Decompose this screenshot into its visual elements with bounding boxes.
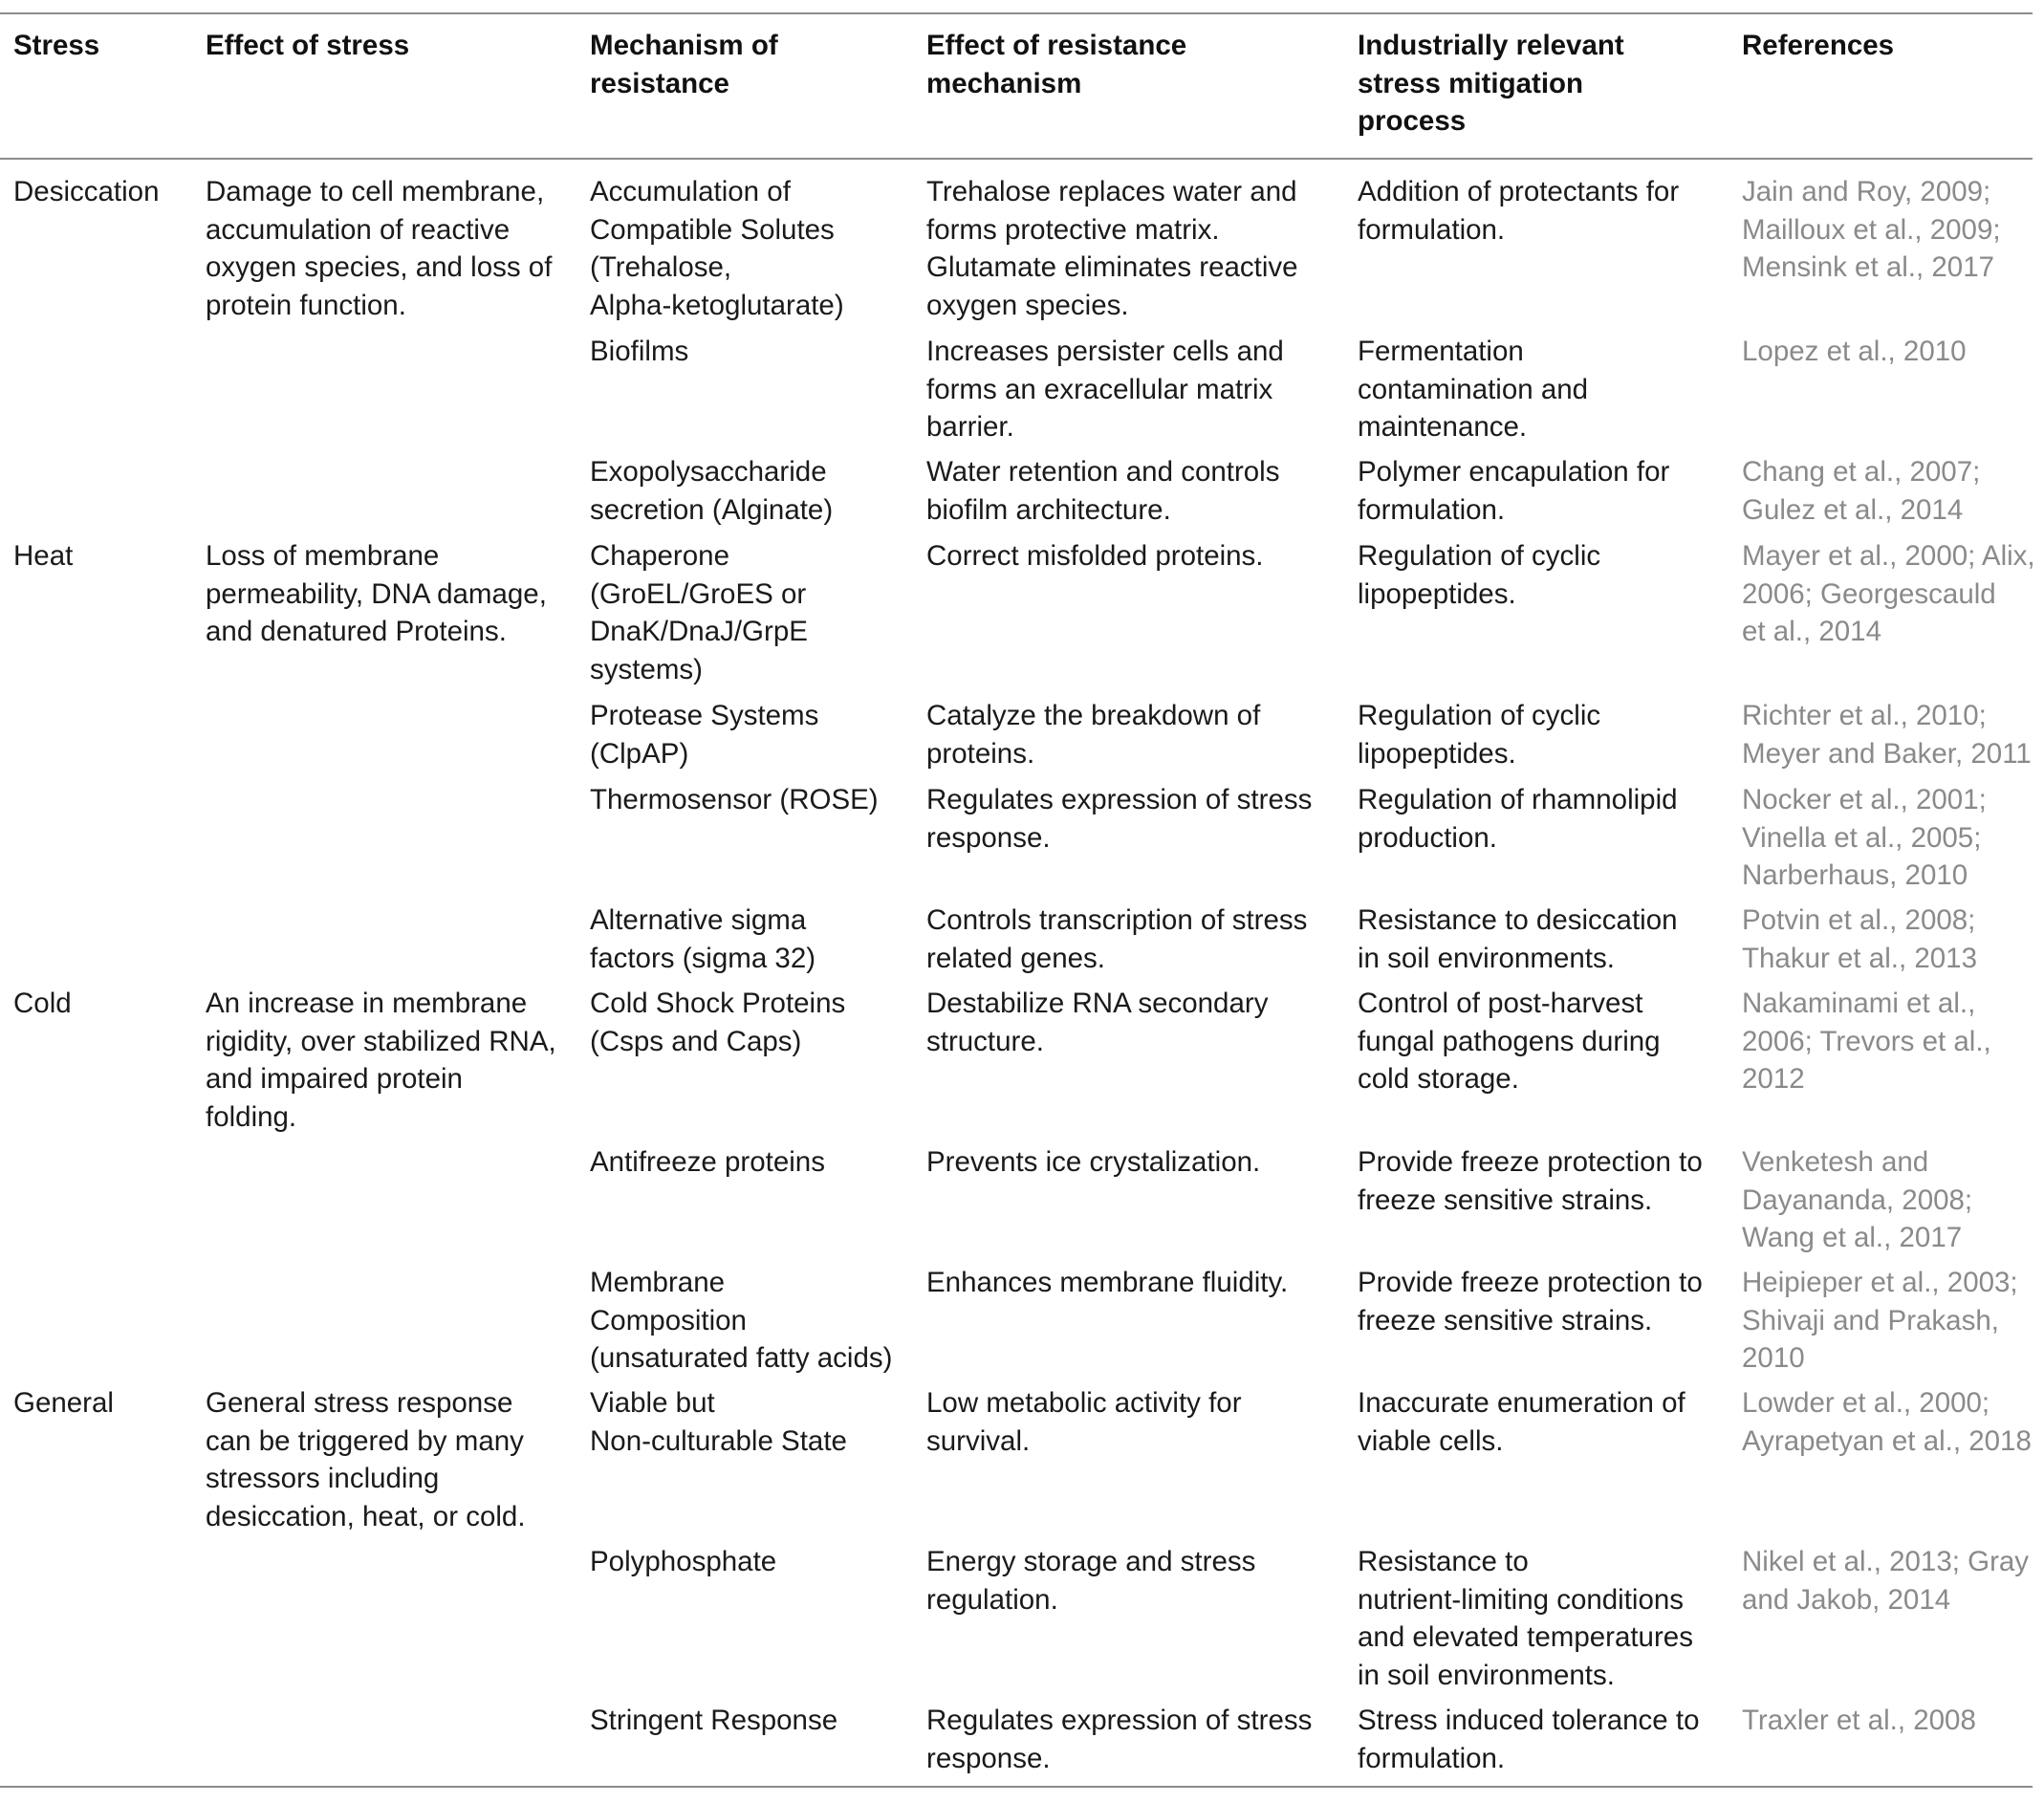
row-industrial-process: Provide freeze protection to freeze sensitive strains.: [1358, 1146, 1703, 1216]
row-mechanism: Protease Systems (ClpAP): [590, 700, 819, 770]
row-mechanism: Biofilms: [590, 336, 689, 367]
stress-cold: Cold: [13, 988, 72, 1019]
row-industrial-process: Provide freeze protection to freeze sensitive strains.: [1358, 1267, 1703, 1336]
row-industrial-process: Resistance to nutrient-limiting conditions and elevated temperatures in soil environments.: [1358, 1546, 1693, 1691]
row-references: Venketesh and Dayananda, 2008; Wang et al., 2017: [1742, 1146, 1973, 1254]
table-top-rule: [0, 12, 2033, 14]
row-industrial-process: Addition of protectants for formulation.: [1358, 176, 1680, 246]
row-mechanism-effect: Prevents ice crystalization.: [926, 1146, 1261, 1178]
header-effect-of-mechanism: Effect of resistance mechanism: [926, 30, 1187, 99]
row-references: Chang et al., 2007; Gulez et al., 2014: [1742, 456, 1981, 526]
row-mechanism-effect: Trehalose replaces water and forms protective matrix. Glutamate eliminates reactive oxygen species.: [926, 176, 1298, 321]
row-mechanism: Antifreeze proteins: [590, 1146, 825, 1178]
row-mechanism-effect: Enhances membrane fluidity.: [926, 1267, 1289, 1298]
row-mechanism: Membrane Composition (unsaturated fatty acids): [590, 1267, 893, 1375]
row-mechanism-effect: Increases persister cells and forms an exracellular matrix barrier.: [926, 336, 1284, 444]
row-mechanism-effect: Destabilize RNA secondary structure.: [926, 988, 1269, 1057]
header-industrial-process: Industrially relevant stress mitigation process: [1358, 30, 1624, 138]
row-industrial-process: Stress induced tolerance to formulation.: [1358, 1705, 1700, 1774]
row-references: Mayer et al., 2000; Alix, 2006; Georgescauld et al., 2014: [1742, 540, 2035, 648]
row-mechanism-effect: Low metabolic activity for survival.: [926, 1387, 1242, 1457]
header-references: References: [1742, 30, 1895, 61]
stress-desiccation: Desiccation: [13, 176, 160, 207]
row-mechanism-effect: Regulates expression of stress response.: [926, 1705, 1313, 1774]
row-mechanism-effect: Energy storage and stress regulation.: [926, 1546, 1256, 1616]
row-mechanism-effect: Catalyze the breakdown of proteins.: [926, 700, 1261, 770]
header-divider-rule: [0, 158, 2033, 160]
row-references: Nakaminami et al., 2006; Trevors et al., 2012: [1742, 988, 1991, 1096]
row-industrial-process: Resistance to desiccation in soil environments.: [1358, 904, 1678, 974]
row-industrial-process: Inaccurate enumeration of viable cells.: [1358, 1387, 1685, 1457]
row-industrial-process: Control of post-harvest fungal pathogens during cold storage.: [1358, 988, 1661, 1096]
row-references: Richter et al., 2010; Meyer and Baker, 2011: [1742, 700, 2032, 770]
row-mechanism: Exopolysaccharide secretion (Alginate): [590, 456, 834, 526]
row-references: Heipieper et al., 2003; Shivaji and Prakash, 2010: [1742, 1267, 2018, 1375]
table-bottom-rule: [0, 1786, 2033, 1788]
row-mechanism: Chaperone (GroEL/GroES or DnaK/DnaJ/GrpE systems): [590, 540, 808, 685]
effect-cold: An increase in membrane rigidity, over stabilized RNA, and impaired protein folding.: [206, 988, 556, 1133]
row-references: Lopez et al., 2010: [1742, 336, 1967, 367]
row-industrial-process: Regulation of cyclic lipopeptides.: [1358, 700, 1601, 770]
row-references: Traxler et al., 2008: [1742, 1705, 1976, 1736]
header-effect-of-stress: Effect of stress: [206, 30, 410, 61]
row-mechanism-effect: Water retention and controls biofilm architecture.: [926, 456, 1280, 526]
row-mechanism: Polyphosphate: [590, 1546, 777, 1577]
row-references: Nikel et al., 2013; Gray and Jakob, 2014: [1742, 1546, 2030, 1616]
row-references: Nocker et al., 2001; Vinella et al., 2005; Narberhaus, 2010: [1742, 784, 1987, 892]
row-references: Lowder et al., 2000; Ayrapetyan et al., 2018: [1742, 1387, 2032, 1457]
row-industrial-process: Polymer encapulation for formulation.: [1358, 456, 1670, 526]
row-mechanism: Stringent Response: [590, 1705, 838, 1736]
row-industrial-process: Regulation of cyclic lipopeptides.: [1358, 540, 1601, 610]
row-mechanism: Cold Shock Proteins (Csps and Caps): [590, 988, 846, 1057]
row-industrial-process: Fermentation contamination and maintenance.: [1358, 336, 1589, 444]
row-mechanism-effect: Correct misfolded proteins.: [926, 540, 1264, 572]
row-mechanism: Accumulation of Compatible Solutes (Trehalose, Alpha-ketoglutarate): [590, 176, 844, 321]
row-mechanism: Alternative sigma factors (sigma 32): [590, 904, 816, 974]
row-mechanism-effect: Regulates expression of stress response.: [926, 784, 1313, 854]
effect-heat: Loss of membrane permeability, DNA damage, and denatured Proteins.: [206, 540, 547, 648]
header-mechanism: Mechanism of resistance: [590, 30, 778, 99]
header-stress: Stress: [13, 30, 100, 61]
effect-desiccation: Damage to cell membrane, accumulation of reactive oxygen species, and loss of protein function.: [206, 176, 553, 321]
row-mechanism-effect: Controls transcription of stress related genes.: [926, 904, 1308, 974]
row-references: Potvin et al., 2008; Thakur et al., 2013: [1742, 904, 1977, 974]
stress-general: General: [13, 1387, 114, 1419]
stress-heat: Heat: [13, 540, 74, 572]
row-mechanism: Viable but Non-culturable State: [590, 1387, 847, 1457]
row-mechanism: Thermosensor (ROSE): [590, 784, 879, 815]
row-references: Jain and Roy, 2009; Mailloux et al., 2009; Mensink et al., 2017: [1742, 176, 2001, 284]
row-industrial-process: Regulation of rhamnolipid production.: [1358, 784, 1678, 854]
effect-general: General stress response can be triggered by many stressors including desiccation, heat, or cold.: [206, 1387, 526, 1532]
